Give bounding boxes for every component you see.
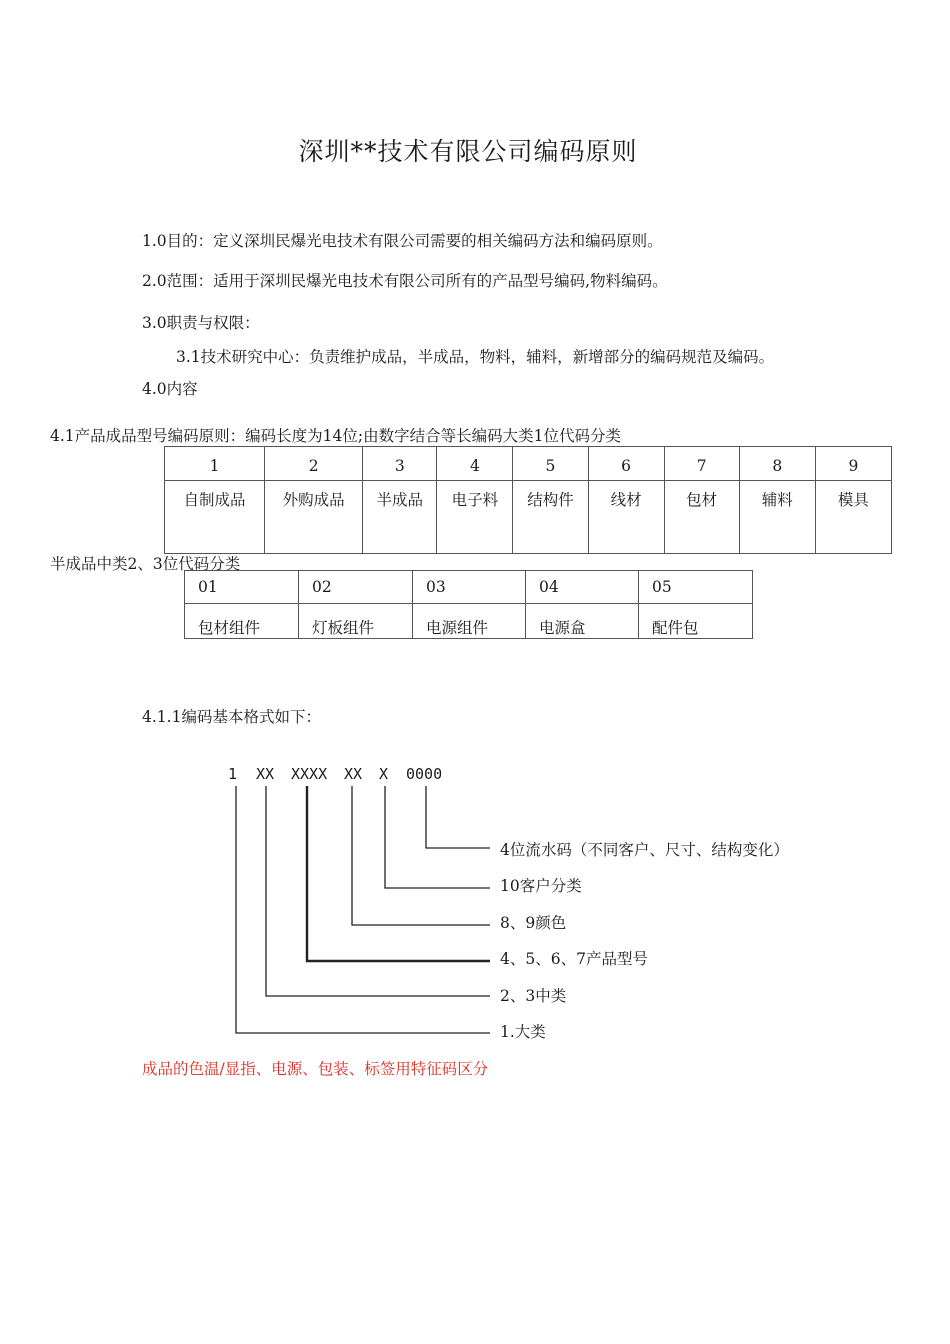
category-name-cell: 电子料 [437, 481, 513, 554]
connector-color [352, 786, 490, 925]
category-code-cell: 6 [588, 447, 664, 481]
category-name-cell: 模具 [815, 481, 891, 554]
category-name-cell: 包材 [664, 481, 739, 554]
category-name-cell: 结构件 [513, 481, 588, 554]
document-title: 深圳**技术有限公司编码原则 [298, 137, 638, 166]
code-segment-1: 1 [228, 765, 238, 783]
section-4-content: 4.0内容 [142, 380, 198, 398]
code-label-middle-class: 2、3中类 [500, 987, 567, 1005]
connector-middle-class [266, 786, 490, 996]
code-label-major-class: 1.大类 [500, 1023, 546, 1041]
semi-code-cell: 05 [639, 571, 753, 604]
semi-code-cell: 01 [185, 571, 299, 604]
connector-serial [426, 786, 490, 848]
code-label-color: 8、9颜色 [500, 914, 567, 932]
code-segment-3: XXXX [291, 765, 328, 783]
code-segment-5: X [379, 765, 389, 783]
category-code-cell: 8 [739, 447, 815, 481]
semi-name-cell: 配件包 [639, 604, 753, 639]
connector-model [307, 786, 490, 961]
section-4-1-product-code-rule: 4.1产品成品型号编码原则：编码长度为14位;由数字结合等长编码大类1位代码分类 [50, 427, 621, 445]
semi-code-cell: 02 [299, 571, 413, 604]
code-segment-6: 0000 [406, 765, 443, 783]
semi-name-cell: 电源组件 [413, 604, 526, 639]
category-name-cell: 辅料 [739, 481, 815, 554]
section-4-1-1-format-heading: 4.1.1编码基本格式如下： [142, 708, 321, 726]
semi-name-cell: 灯板组件 [299, 604, 413, 639]
category-code-cell: 3 [363, 447, 437, 481]
section-2-scope: 2.0范围：适用于深圳民爆光电技术有限公司所有的产品型号编码,物料编码。 [142, 272, 668, 290]
section-3-responsibility: 3.0职责与权限： [142, 314, 260, 332]
category-name-cell: 外购成品 [265, 481, 363, 554]
semi-code-cell: 04 [526, 571, 639, 604]
category-code-cell: 7 [664, 447, 739, 481]
category-code-cell: 9 [815, 447, 891, 481]
code-label-model: 4、5、6、7产品型号 [500, 950, 648, 968]
code-label-customer: 10客户分类 [500, 877, 582, 895]
feature-code-note: 成品的色温/显指、电源、包装、标签用特征码区分 [142, 1060, 489, 1078]
category-code-cell: 4 [437, 447, 513, 481]
connector-customer [385, 786, 490, 888]
category-code-cell: 5 [513, 447, 588, 481]
semi-product-heading: 半成品中类2、3位代码分类 [50, 555, 241, 573]
section-1-purpose: 1.0目的：定义深圳民爆光电技术有限公司需要的相关编码方法和编码原则。 [142, 232, 663, 250]
category-name-cell: 自制成品 [165, 481, 265, 554]
semi-code-cell: 03 [413, 571, 526, 604]
code-label-serial: 4位流水码（不同客户、尺寸、结构变化） [500, 841, 789, 859]
semi-name-cell: 电源盒 [526, 604, 639, 639]
category-code-cell: 2 [265, 447, 363, 481]
code-segment-2: XX [256, 765, 275, 783]
section-3-1-tech-center: 3.1技术研究中心：负责维护成品，半成品，物料，辅料，新增部分的编码规范及编码。 [176, 348, 775, 366]
category-code-cell: 1 [165, 447, 265, 481]
category-name-cell: 半成品 [363, 481, 437, 554]
category-name-cell: 线材 [588, 481, 664, 554]
code-segment-4: XX [344, 765, 363, 783]
semi-name-cell: 包材组件 [185, 604, 299, 639]
